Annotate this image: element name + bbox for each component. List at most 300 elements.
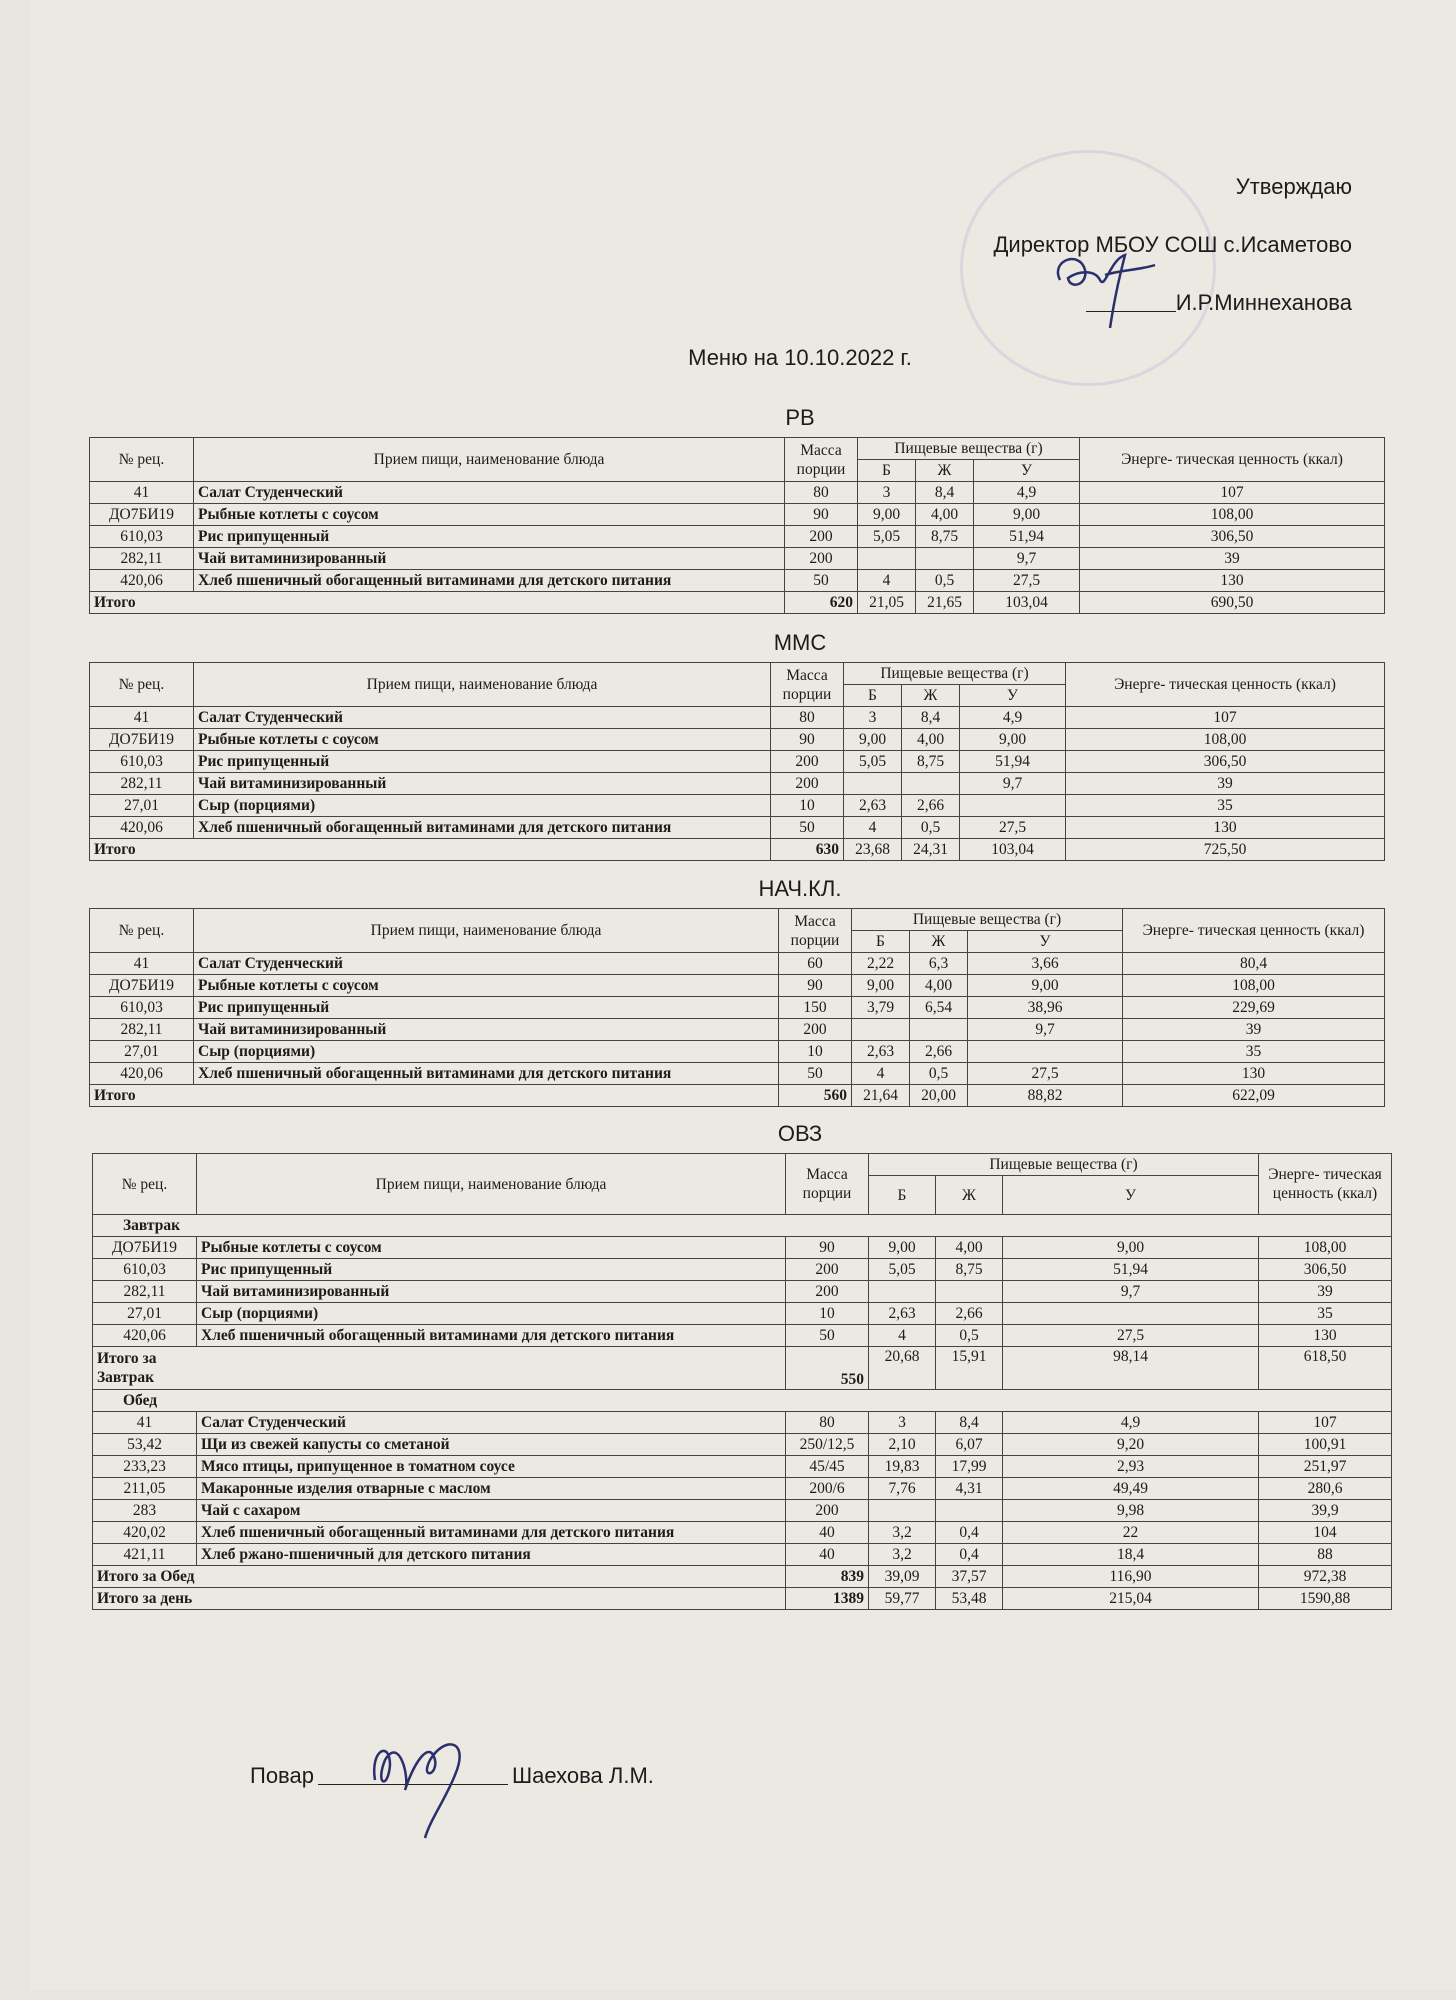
header-rec: № рец. [90,663,194,707]
total-u: 116,90 [1003,1566,1259,1588]
table-row [93,1237,1392,1259]
cell-b: 2,63 [844,795,902,817]
cell-u: 9,98 [1003,1500,1259,1522]
cell-dish: Рыбные котлеты с соусом [194,975,779,997]
table-row [90,1019,1385,1041]
cell-b: 5,05 [869,1259,936,1281]
total-b: 20,68 [869,1347,936,1390]
table-row [93,1478,1392,1500]
menu-table-rv [89,437,1385,614]
total-b: 39,09 [869,1566,936,1588]
total-mass: 839 [786,1566,869,1588]
total-energy: 618,50 [1259,1347,1392,1390]
cell-rec: 233,23 [93,1456,197,1478]
cell-energy: 39,9 [1259,1500,1392,1522]
cell-rec: 420,02 [93,1522,197,1544]
header-rec: № рец. [90,438,194,482]
header-dish: Прием пищи, наименование блюда [194,909,779,953]
cell-rec: 282,11 [90,1019,194,1041]
cell-rec: 41 [90,953,194,975]
table-row [90,751,1385,773]
menu-title: Меню на 10.10.2022 г. [688,345,912,370]
menu-table-mms [89,662,1385,861]
cell-u: 9,7 [968,1019,1123,1041]
total-energy: 725,50 [1066,839,1385,861]
cell-mass: 200/6 [786,1478,869,1500]
approval-block [994,158,1353,332]
cell-energy: 104 [1259,1522,1392,1544]
cell-dish: Рыбные котлеты с соусом [194,504,785,526]
cell-mass: 40 [786,1522,869,1544]
cell-rec: ДО7БИ19 [90,729,194,751]
cell-mass: 10 [779,1041,852,1063]
cell-dish: Рис припущенный [194,751,771,773]
cell-rec: 610,03 [90,526,194,548]
cell-zh [916,548,974,570]
cell-dish: Хлеб пшеничный обогащенный витаминами для детского питания [197,1325,786,1347]
table-row [90,953,1385,975]
subsection-row [93,1390,1392,1412]
cell-u: 51,94 [974,526,1080,548]
table-row [93,1259,1392,1281]
cell-b [852,1019,910,1041]
total-zh: 53,48 [936,1588,1003,1610]
cell-zh: 0,5 [936,1325,1003,1347]
cell-energy: 35 [1066,795,1385,817]
header-u: У [1003,1176,1259,1215]
header-dish: Прием пищи, наименование блюда [197,1154,786,1215]
cell-u: 9,00 [974,504,1080,526]
cell-u: 38,96 [968,997,1123,1019]
total-zh: 20,00 [910,1085,968,1107]
cell-dish: Сыр (порциями) [197,1303,786,1325]
table-row [90,997,1385,1019]
cell-dish: Рис припущенный [194,997,779,1019]
lunch-label: Обед [93,1390,1392,1412]
header-zh: Ж [916,460,974,482]
cell-b: 9,00 [869,1237,936,1259]
header-mass: Масса порции [785,438,858,482]
cell-rec: ДО7БИ19 [90,975,194,997]
cell-zh: 8,4 [936,1412,1003,1434]
rows-nachkl [90,953,1385,1107]
menu-table-nachkl [89,908,1385,1107]
section-title-nachkl: НАЧ.КЛ. [758,876,842,901]
cell-u: 49,49 [1003,1478,1259,1500]
cell-mass: 80 [785,482,858,504]
cell-dish: Хлеб пшеничный обогащенный витаминами для детского питания [197,1522,786,1544]
header-mass: Масса порции [786,1154,869,1215]
cell-u [968,1041,1123,1063]
cell-energy: 306,50 [1259,1259,1392,1281]
total-u: 103,04 [960,839,1066,861]
cell-dish: Салат Студенческий [197,1412,786,1434]
approval-title: Утверждаю [1235,174,1352,199]
table-row [93,1281,1392,1303]
cell-u [1003,1303,1259,1325]
cell-mass: 200 [771,773,844,795]
table-row [90,729,1385,751]
cell-b: 2,10 [869,1434,936,1456]
total-label: Итого [90,1085,779,1107]
cell-rec: 41 [93,1412,197,1434]
total-zh: 24,31 [902,839,960,861]
header-u: У [974,460,1080,482]
cell-energy: 39 [1080,548,1385,570]
cell-energy: 107 [1080,482,1385,504]
total-b: 21,05 [858,592,916,614]
cell-zh: 0,5 [902,817,960,839]
cell-u: 2,93 [1003,1456,1259,1478]
cell-energy: 306,50 [1080,526,1385,548]
cell-zh: 8,75 [936,1259,1003,1281]
cell-mass: 90 [771,729,844,751]
cell-mass: 150 [779,997,852,1019]
cell-zh: 8,75 [916,526,974,548]
cell-zh: 0,4 [936,1544,1003,1566]
cell-b: 3 [858,482,916,504]
cell-energy: 130 [1123,1063,1385,1085]
cell-zh: 17,99 [936,1456,1003,1478]
total-row [90,592,1385,614]
total-zh: 15,91 [936,1347,1003,1390]
table-row [93,1500,1392,1522]
cell-u [960,795,1066,817]
cell-rec: 27,01 [93,1303,197,1325]
total-energy: 690,50 [1080,592,1385,614]
total-u: 215,04 [1003,1588,1259,1610]
cell-b: 5,05 [858,526,916,548]
cell-dish: Салат Студенческий [194,707,771,729]
cell-dish: Чай витаминизированный [194,773,771,795]
cell-rec: 282,11 [90,548,194,570]
cell-energy: 39 [1066,773,1385,795]
approval-signer-name: И.Р.Миннеханова [1175,290,1352,315]
cell-rec: 41 [90,707,194,729]
cell-mass: 90 [786,1237,869,1259]
cell-rec: 610,03 [90,751,194,773]
cell-u: 9,00 [960,729,1066,751]
cell-rec: 283 [93,1500,197,1522]
subsection-row [93,1215,1392,1237]
cell-energy: 130 [1259,1325,1392,1347]
cell-zh: 4,31 [936,1478,1003,1500]
cell-mass: 10 [771,795,844,817]
cell-energy: 100,91 [1259,1434,1392,1456]
cell-rec: 41 [90,482,194,504]
cell-b: 2,63 [852,1041,910,1063]
cell-dish: Сыр (порциями) [194,1041,779,1063]
cell-energy: 107 [1066,707,1385,729]
cell-energy: 306,50 [1066,751,1385,773]
total-b: 23,68 [844,839,902,861]
table-row [90,548,1385,570]
header-rec: № рец. [93,1154,197,1215]
cell-u: 9,7 [974,548,1080,570]
cell-b [869,1500,936,1522]
cell-zh: 8,4 [916,482,974,504]
cell-mass: 50 [786,1325,869,1347]
cell-dish: Сыр (порциями) [194,795,771,817]
cell-u: 27,5 [1003,1325,1259,1347]
cell-u: 9,00 [1003,1237,1259,1259]
cell-dish: Хлеб пшеничный обогащенный витаминами для детского питания [194,570,785,592]
cell-b: 3 [869,1412,936,1434]
cell-energy: 35 [1259,1303,1392,1325]
cell-b [858,548,916,570]
cell-rec: 282,11 [93,1281,197,1303]
cook-label: Повар [250,1763,314,1788]
table-row [90,975,1385,997]
cell-zh: 2,66 [910,1041,968,1063]
rows-rv [90,482,1385,614]
cell-b: 9,00 [858,504,916,526]
table-row [90,773,1385,795]
total-label: Итого за день [93,1588,786,1610]
total-mass: 560 [779,1085,852,1107]
total-mass: 1389 [786,1588,869,1610]
cell-zh: 0,5 [910,1063,968,1085]
breakfast-label: Завтрак [93,1215,1392,1237]
header-dish: Прием пищи, наименование блюда [194,438,785,482]
table-row [90,817,1385,839]
cell-dish: Рыбные котлеты с соусом [197,1237,786,1259]
total-u: 88,82 [968,1085,1123,1107]
cell-b: 3,2 [869,1544,936,1566]
cell-u: 9,7 [1003,1281,1259,1303]
cell-zh: 2,66 [936,1303,1003,1325]
cell-rec: 27,01 [90,1041,194,1063]
cell-dish: Салат Студенческий [194,482,785,504]
cell-energy: 108,00 [1123,975,1385,997]
cell-dish: Рыбные котлеты с соусом [194,729,771,751]
table-row [90,570,1385,592]
breakfast-total-label-text: Итого за Завтрак [97,1350,157,1386]
cell-energy: 108,00 [1066,729,1385,751]
total-row [90,1085,1385,1107]
total-u: 98,14 [1003,1347,1259,1390]
table-row [90,795,1385,817]
table-row [93,1522,1392,1544]
cell-energy: 251,97 [1259,1456,1392,1478]
cell-rec: 420,06 [93,1325,197,1347]
cell-b [869,1281,936,1303]
header-nutrients: Пищевые вещества (г) [852,909,1123,931]
total-mass: 620 [785,592,858,614]
director-signature [1050,240,1160,330]
header-nutrients: Пищевые вещества (г) [869,1154,1259,1176]
cell-zh: 4,00 [902,729,960,751]
cell-mass: 200 [785,548,858,570]
table-row [93,1544,1392,1566]
cell-mass: 200 [771,751,844,773]
cell-dish: Чай витаминизированный [194,548,785,570]
cell-mass: 200 [785,526,858,548]
cell-u: 51,94 [1003,1259,1259,1281]
cell-rec: 27,01 [90,795,194,817]
cell-dish: Макаронные изделия отварные с маслом [197,1478,786,1500]
cell-mass: 90 [785,504,858,526]
day-total-row [93,1588,1392,1610]
cell-u: 4,9 [960,707,1066,729]
cell-mass: 45/45 [786,1456,869,1478]
cell-mass: 80 [786,1412,869,1434]
cell-rec: ДО7БИ19 [93,1237,197,1259]
cell-u: 4,9 [974,482,1080,504]
total-zh: 37,57 [936,1566,1003,1588]
cell-zh [910,1019,968,1041]
table-row [90,707,1385,729]
header-zh: Ж [910,931,968,953]
cell-u: 9,00 [968,975,1123,997]
cell-energy: 130 [1080,570,1385,592]
cell-dish: Щи из свежей капусты со сметаной [197,1434,786,1456]
cell-mass: 50 [779,1063,852,1085]
cell-rec: 610,03 [93,1259,197,1281]
cell-zh: 6,07 [936,1434,1003,1456]
cell-rec: 53,42 [93,1434,197,1456]
cell-energy: 108,00 [1259,1237,1392,1259]
cell-rec: ДО7БИ19 [90,504,194,526]
table-row [93,1434,1392,1456]
header-b: Б [844,685,902,707]
table-row [93,1325,1392,1347]
total-b: 21,64 [852,1085,910,1107]
header-zh: Ж [902,685,960,707]
cell-zh [936,1281,1003,1303]
cell-rec: 420,06 [90,570,194,592]
cell-energy: 39 [1123,1019,1385,1041]
cell-u: 18,4 [1003,1544,1259,1566]
table-row [90,482,1385,504]
cell-mass: 60 [779,953,852,975]
cell-b: 9,00 [852,975,910,997]
header-energy: Энерге- тическая ценность (ккал) [1123,909,1385,953]
cell-energy: 88 [1259,1544,1392,1566]
cell-rec: 420,06 [90,817,194,839]
table-row [93,1412,1392,1434]
cell-b: 3,2 [869,1522,936,1544]
cell-mass: 250/12,5 [786,1434,869,1456]
cell-b: 19,83 [869,1456,936,1478]
cell-b: 4 [852,1063,910,1085]
cell-dish: Чай витаминизированный [197,1281,786,1303]
cell-mass: 200 [786,1281,869,1303]
cell-rec: 420,06 [90,1063,194,1085]
cell-zh: 6,54 [910,997,968,1019]
section-title-mms: ММС [773,630,827,655]
cell-energy: 108,00 [1080,504,1385,526]
cell-u: 4,9 [1003,1412,1259,1434]
cell-energy: 229,69 [1123,997,1385,1019]
cell-zh: 4,00 [916,504,974,526]
cell-zh: 6,3 [910,953,968,975]
header-mass: Масса порции [771,663,844,707]
cell-b: 2,63 [869,1303,936,1325]
total-energy: 1590,88 [1259,1588,1392,1610]
section-title-rv: РВ [785,405,815,430]
cell-u: 9,20 [1003,1434,1259,1456]
total-label: Итого [90,839,771,861]
header-zh: Ж [936,1176,1003,1215]
lunch-total-row [93,1566,1392,1588]
breakfast-total-label [93,1347,786,1390]
approval-signer [994,274,1353,332]
breakfast-total-row [93,1347,1392,1390]
cell-u: 27,5 [968,1063,1123,1085]
cell-b: 5,05 [844,751,902,773]
cell-dish: Салат Студенческий [194,953,779,975]
header-energy: Энерге- тическая ценность (ккал) [1066,663,1385,707]
header-energy: Энерге- тическая ценность (ккал) [1259,1154,1392,1215]
cell-energy: 280,6 [1259,1478,1392,1500]
header-u: У [968,931,1123,953]
cell-mass: 50 [785,570,858,592]
total-zh: 21,65 [916,592,974,614]
total-label: Итого за Обед [93,1566,786,1588]
cell-mass: 200 [786,1500,869,1522]
total-mass: 630 [771,839,844,861]
cell-dish: Рис припущенный [197,1259,786,1281]
header-mass: Масса порции [779,909,852,953]
header-b: Б [852,931,910,953]
cell-u: 22 [1003,1522,1259,1544]
cell-u: 9,7 [960,773,1066,795]
cell-b: 9,00 [844,729,902,751]
cell-rec: 610,03 [90,997,194,1019]
table-row [93,1303,1392,1325]
rows-mms [90,707,1385,861]
section-title-ovz: ОВЗ [777,1121,823,1146]
approval-position: Директор МБОУ СОШ с.Исаметово [993,232,1352,257]
cell-b: 2,22 [852,953,910,975]
table-row [90,1063,1385,1085]
cell-mass: 40 [786,1544,869,1566]
cell-zh: 4,00 [936,1237,1003,1259]
cell-mass: 200 [786,1259,869,1281]
cell-zh: 8,4 [902,707,960,729]
cell-dish: Чай витаминизированный [194,1019,779,1041]
table-row [90,1041,1385,1063]
total-energy: 972,38 [1259,1566,1392,1588]
cell-energy: 80,4 [1123,953,1385,975]
cell-dish: Мясо птицы, припущенное в томатном соусе [197,1456,786,1478]
rows-ovz [93,1215,1392,1610]
header-nutrients: Пищевые вещества (г) [858,438,1080,460]
total-row [90,839,1385,861]
cell-mass: 200 [779,1019,852,1041]
total-energy: 622,09 [1123,1085,1385,1107]
cell-zh: 0,5 [916,570,974,592]
header-nutrients: Пищевые вещества (г) [844,663,1066,685]
menu-table-ovz [92,1153,1392,1610]
cell-b: 3,79 [852,997,910,1019]
cell-b [844,773,902,795]
header-rec: № рец. [90,909,194,953]
header-b: Б [858,460,916,482]
cell-b: 7,76 [869,1478,936,1500]
cell-b: 4 [869,1325,936,1347]
table-row [93,1456,1392,1478]
cell-u: 3,66 [968,953,1123,975]
cell-dish: Хлеб ржано-пшеничный для детского питания [197,1544,786,1566]
header-energy: Энерге- тическая ценность (ккал) [1080,438,1385,482]
cell-mass: 90 [779,975,852,997]
cell-dish: Чай с сахаром [197,1500,786,1522]
cook-signature [360,1720,510,1840]
cell-b: 3 [844,707,902,729]
table-row [90,526,1385,548]
